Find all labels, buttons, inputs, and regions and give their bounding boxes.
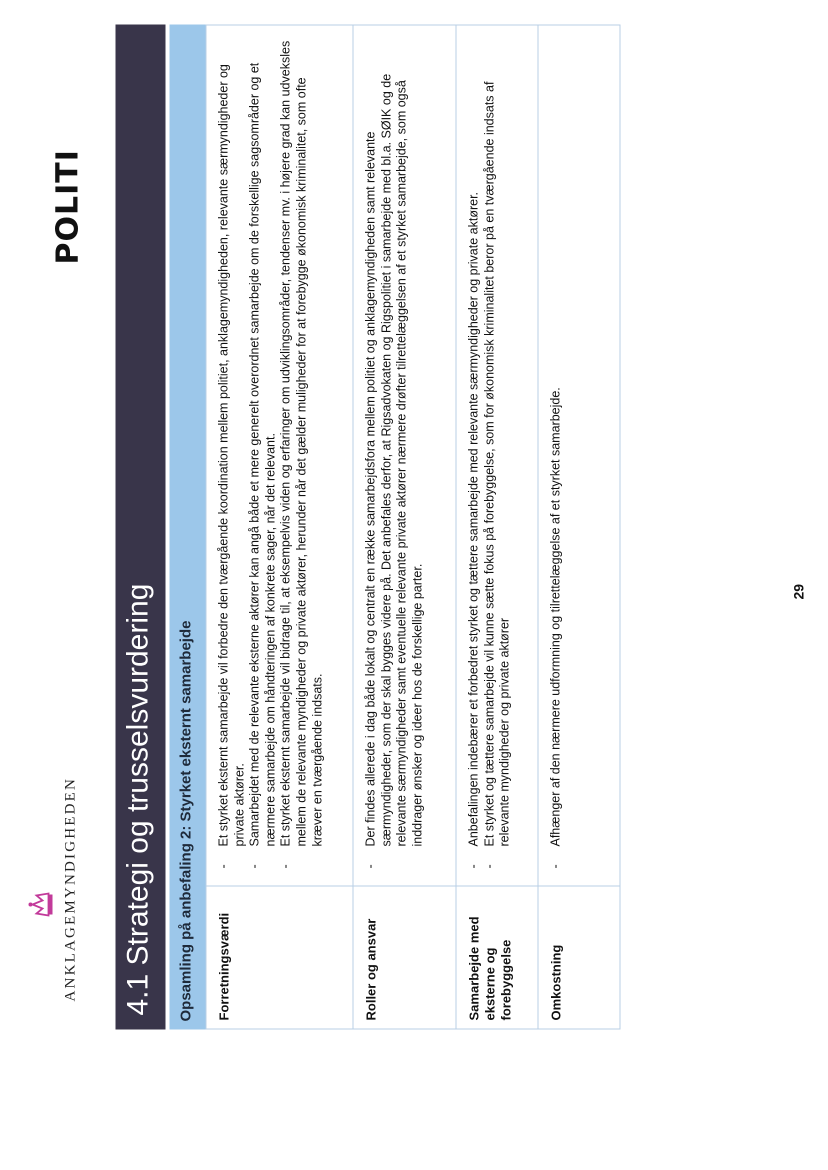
page-number: 29	[790, 583, 806, 600]
row-text	[216, 39, 325, 869]
table-row	[353, 26, 456, 1029]
row-label: Roller og ansvar	[363, 918, 378, 1021]
politi-logo: POLITI	[50, 149, 85, 265]
table-row	[456, 26, 538, 1029]
row-text	[548, 39, 564, 869]
row-label: Omkostning	[548, 944, 563, 1021]
table-row	[538, 26, 621, 1029]
list-item: - Et styrket eksternt samarbejde vil bidrage til, at eksempelvis viden og erfaringer om udviklingsområder, tendenser mv. i højere grad kan udveksles mellem de relevante myndigheder og private aktører, herunder når det gælder muligheder for at forebygge økonomisk kriminalitet, som ofte kræver en tværgående indsats.	[278, 39, 325, 869]
section-bar	[169, 25, 205, 1030]
title-band	[115, 25, 165, 1030]
row-label: Samarbejde med eksterne og forebyggelse	[466, 916, 513, 1021]
table-row	[206, 26, 353, 1029]
rotated-slide	[0, 1, 828, 1170]
list-item: - Der findes allerede i dag både lokalt og centralt en række samarbejdsfora mellem politiet og anklagemyndigheden samt relevante særmyndigheder, som der skal bygges videre på. Det anbefales derfor, at Rigsadvokaten og Rigspolitiet i samarbejde med bl.a. SØIK og de relevante særmyndigheder samt eventuelle relevante private aktører nærmere drøfter tilrettelæggelsen af et styrket samarbejde, som også inddrager ønsker og ideer hos de forskellige parter.	[363, 39, 425, 869]
list-item: - Et styrket og tættere samarbejde vil kunne sætte fokus på forebyggelse, som for økonomisk kriminalitet beror på en tværgående indsats af relevante myndigheder og private aktører	[482, 39, 513, 869]
section-title: Opsamling på anbefaling 2: Styrket eksternt samarbejde	[177, 620, 194, 1022]
crown-icon	[26, 890, 54, 920]
summary-table	[205, 25, 620, 1030]
agency-name: ANKLAGEMYNDIGHEDEN	[62, 776, 78, 1002]
row-label: Forretningsværdi	[216, 912, 231, 1021]
page-title: 4.1 Strategi og trusselsvurdering	[121, 583, 154, 1016]
list-item: - Afhænger af den nærmere udformning og tilrettelæggelse af et styrket samarbejde.	[548, 39, 564, 869]
list-item: - Samarbejdet med de relevante eksterne aktører kan angå både et mere generelt overordnet samarbejde om de forskellige sagsområder og et nærmere samarbejde om håndteringen af konkrete sager, når det relevant.	[247, 39, 278, 869]
agency-logo	[26, 582, 86, 1002]
list-item: - Et styrket eksternt samarbejde vil forbedre den tværgående koordination mellem politiet, anklagemyndigheden, relevante særmyndigheder og private aktører.	[216, 39, 247, 869]
row-text	[466, 39, 513, 869]
list-item: - Anbefalingen indebærer et forbedret styrket og tættere samarbejde med relevante særmyndigheder og private aktører.	[466, 39, 482, 869]
row-text	[363, 39, 425, 869]
